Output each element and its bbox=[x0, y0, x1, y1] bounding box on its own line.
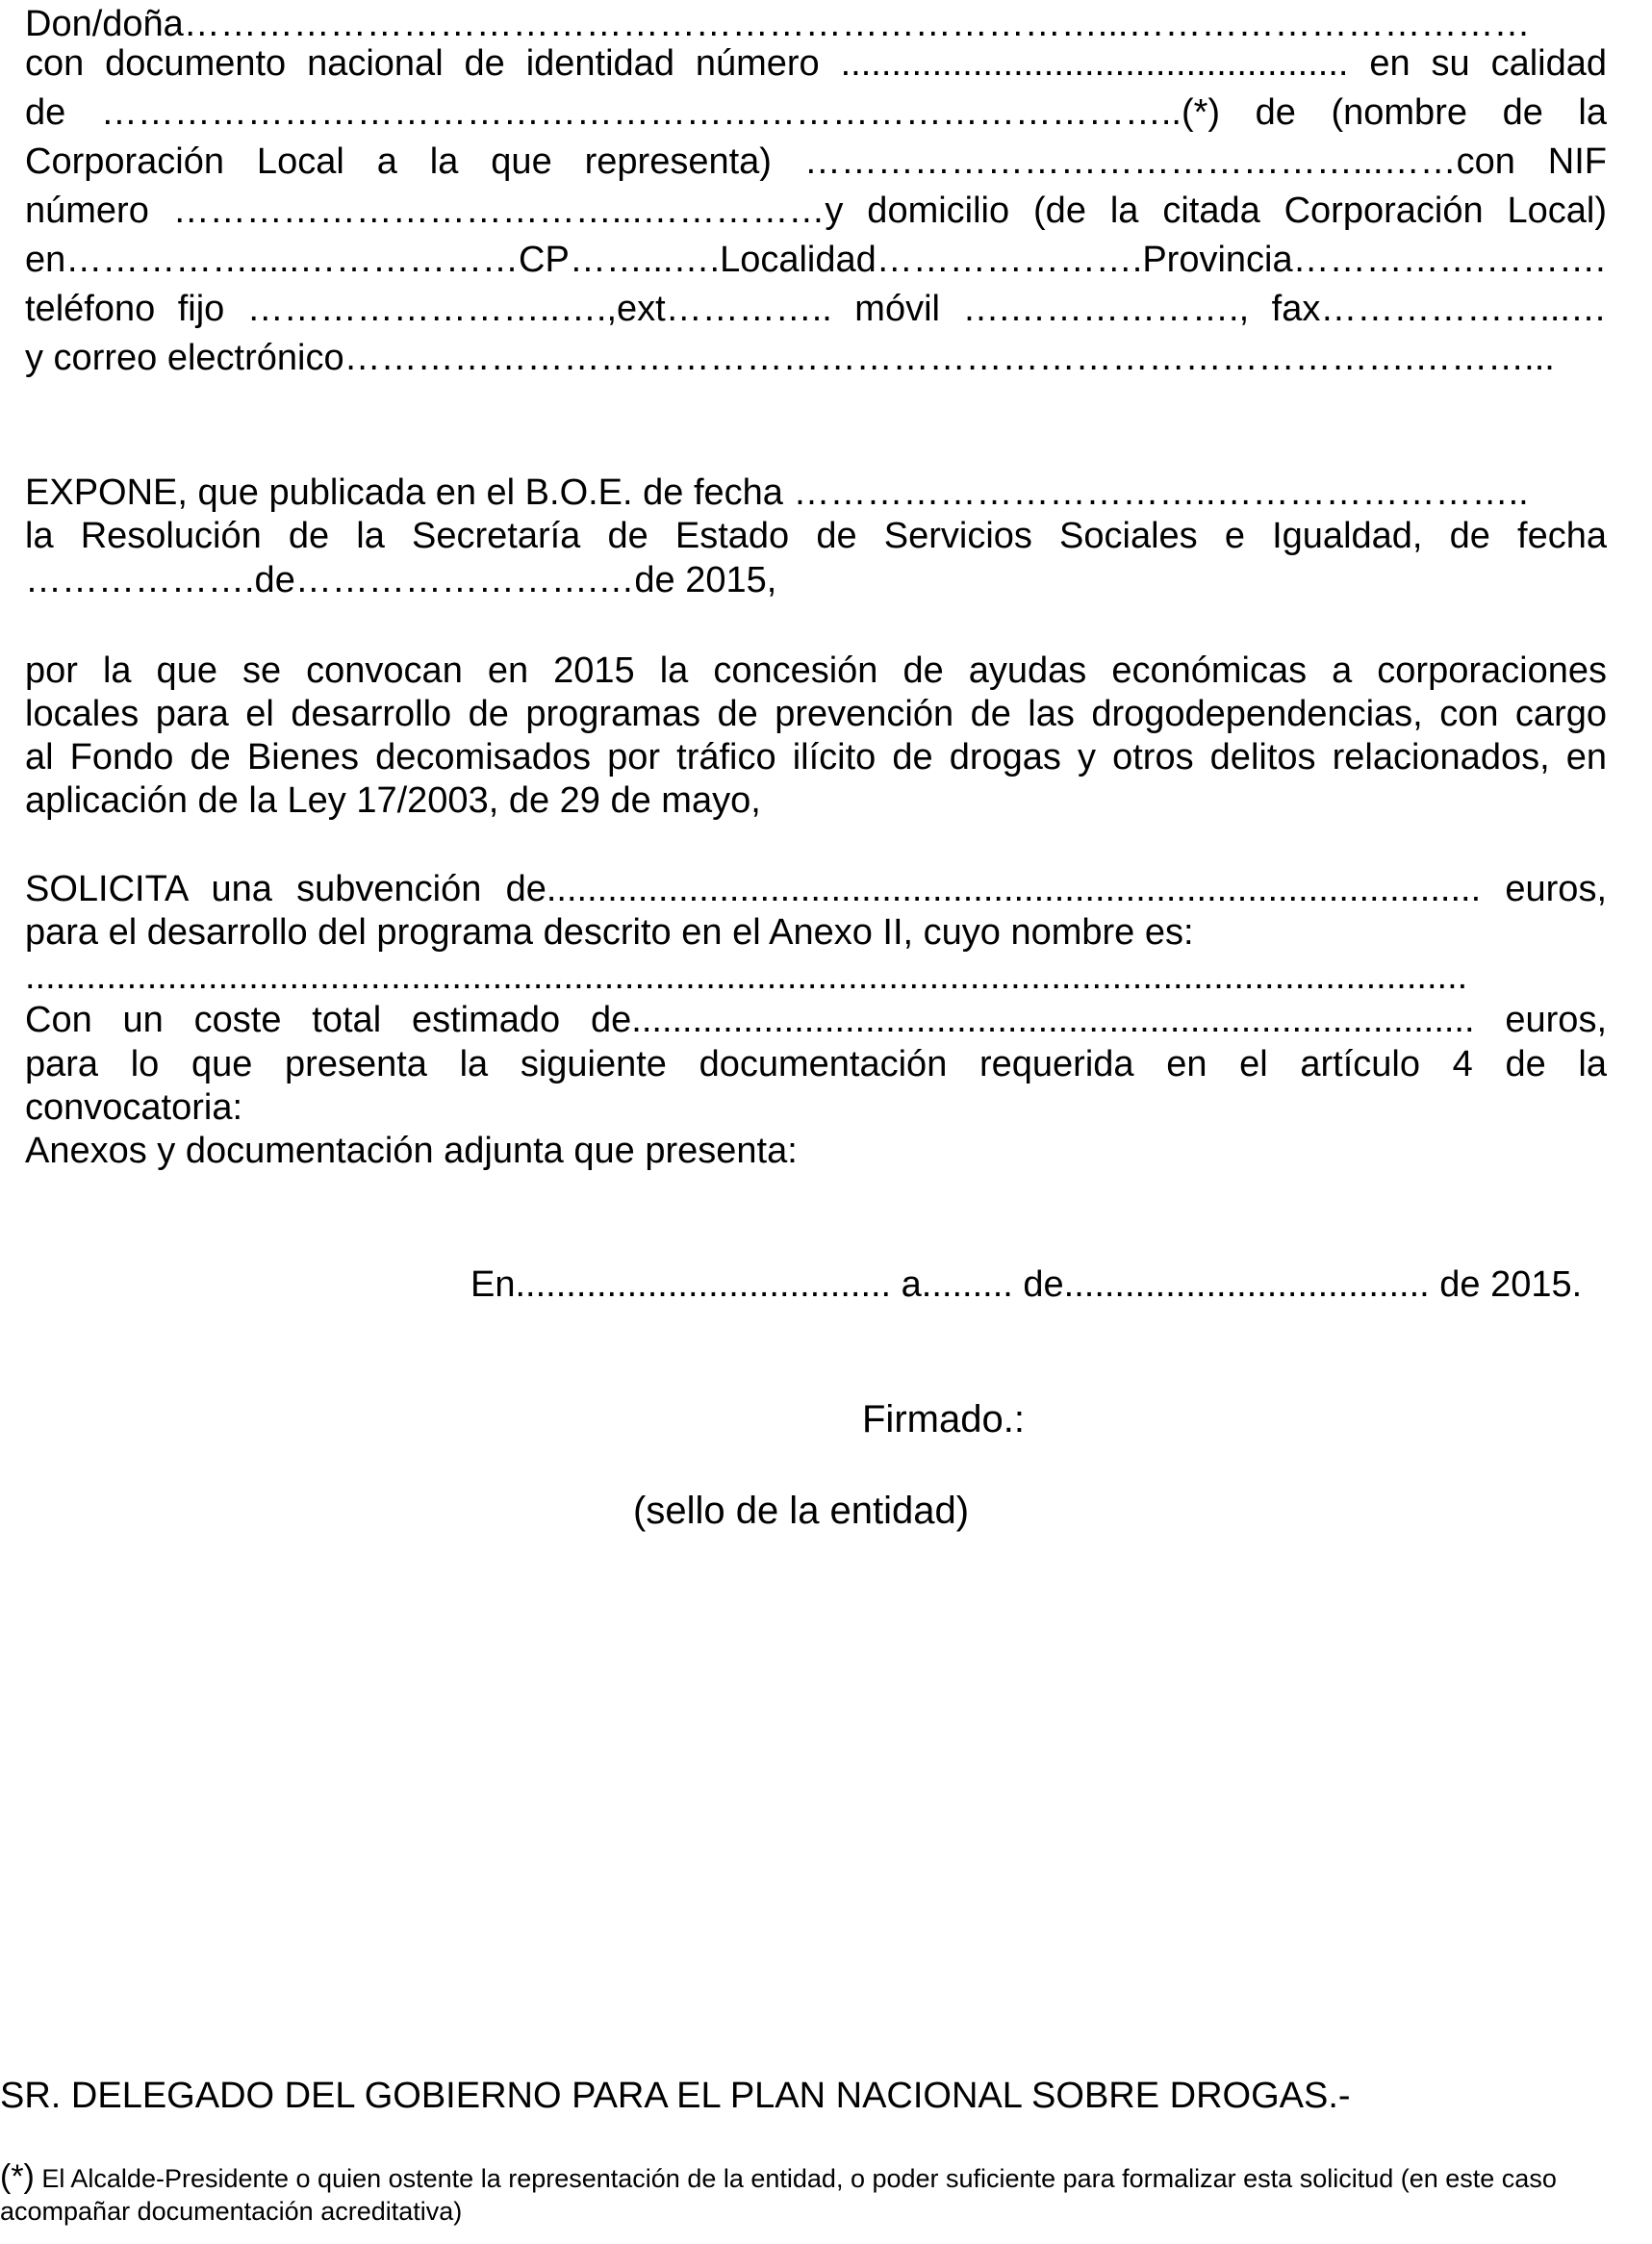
entity-seal-label: (sello de la entidad) bbox=[633, 1490, 970, 1532]
convocatoria-line: convocatoria: bbox=[25, 1087, 243, 1128]
convocation-line-4: aplicación de la Ley 17/2003, de 29 de mayo, bbox=[25, 780, 761, 821]
convocation-line-1: por la que se convocan en 2015 la concesión de ayudas económicas a corporaciones bbox=[25, 650, 1607, 691]
email-line: y correo electrónico…………………………………………………………………………….………... bbox=[25, 338, 1555, 378]
resolution-date-line: ……………….de…………………….…de 2015, bbox=[25, 560, 777, 600]
convocation-line-2: locales para el desarrollo de programas de prevención de las drogodependencias, con cargo bbox=[25, 694, 1607, 734]
expone-line: EXPONE, que publicada en el B.O.E. de fecha ……………………………..…………………….. bbox=[25, 472, 1529, 513]
resolution-line: la Resolución de la Secretaría de Estado de Servicios Sociales e Igualdad, de fecha bbox=[25, 516, 1607, 556]
footnote bbox=[0, 2160, 1626, 2228]
address-line: en…………….....………………CP……...….Localidad………………….Provincia…………….………. bbox=[25, 240, 1606, 280]
id-document-line: con documento nacional de identidad número .................................................. en su calidad bbox=[25, 43, 1607, 84]
addressee: SR. DELEGADO DEL GOBIERNO PARA EL PLAN NACIONAL SOBRE DROGAS.- bbox=[0, 2076, 1351, 2116]
capacity-line: de ……………………………………………………………………………..(*) de (nombre de la bbox=[25, 92, 1607, 133]
place-date-line: En..................................... a......... de.................................... de 2015. bbox=[470, 1264, 1583, 1305]
solicita-line: SOLICITA una subvención de............................................................................................ euros, bbox=[25, 869, 1607, 909]
corporation-line: Corporación Local a la que representa) ………………………………………...……con NIF bbox=[25, 141, 1607, 182]
documentation-line: para lo que presenta la siguiente documentación requerida en el artículo 4 de la bbox=[25, 1044, 1607, 1084]
footnote-text: El Alcalde-Presidente o quien ostente la representación de la entidad, o poder suficiente para formalizar esta solicitud (en este caso acompañar documentación acreditativa) bbox=[0, 2164, 1557, 2226]
convocation-line-3: al Fondo de Bienes decomisados por tráfico ilícito de drogas y otros delitos relacionados, en bbox=[25, 737, 1607, 778]
program-name-line: para el desarrollo del programa descrito en el Anexo II, cuyo nombre es: bbox=[25, 912, 1194, 953]
total-cost-line: Con un coste total estimado de................................................................................... euros, bbox=[25, 1000, 1607, 1040]
program-name-blank-line: .............................................................................................................................................. bbox=[25, 956, 1468, 997]
nif-domicile-line: número ………………………………...……………y domicilio (de la citada Corporación Local) bbox=[25, 191, 1607, 231]
signature-label: Firmado.: bbox=[862, 1398, 1025, 1441]
phone-line: teléfono fijo ……………………..….,ext………….. móvil ….………………., fax………………...… bbox=[25, 289, 1607, 329]
applicant-name-line: Don/doña…………………………………………………………………...…………………………… bbox=[25, 4, 1531, 44]
annexes-line: Anexos y documentación adjunta que presenta: bbox=[25, 1131, 798, 1171]
footnote-mark: (*) bbox=[0, 2158, 35, 2195]
